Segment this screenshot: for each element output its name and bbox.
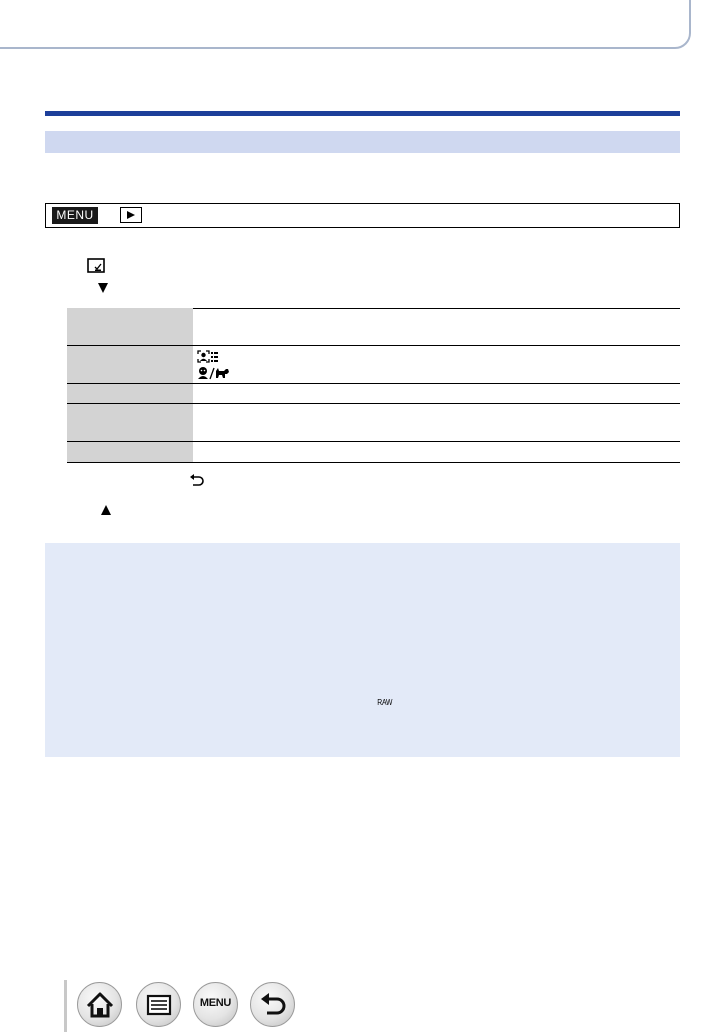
table-row-label-cell — [67, 404, 193, 441]
contents-button[interactable] — [136, 982, 181, 1027]
playback-icon — [120, 207, 142, 223]
return-icon — [189, 474, 205, 488]
notes-box — [45, 543, 680, 757]
table-row-label-cell — [67, 308, 193, 345]
rating-box-icon — [87, 258, 107, 274]
table-row — [67, 404, 680, 442]
table-row-label-cell — [67, 384, 193, 403]
home-button[interactable] — [77, 982, 122, 1027]
baby-pet-icon — [197, 366, 231, 380]
menu-path-box — [45, 203, 680, 228]
table-row — [67, 384, 680, 404]
menu-button[interactable] — [193, 982, 238, 1027]
table-row — [67, 308, 680, 346]
header-frame — [0, 0, 691, 49]
raw-label: RAW — [377, 698, 393, 707]
title-rule — [45, 111, 680, 116]
face-recognition-icon — [197, 350, 219, 364]
back-button[interactable] — [250, 982, 295, 1027]
up-triangle-icon — [100, 504, 112, 516]
down-triangle-icon — [97, 282, 109, 294]
contents-list-icon — [137, 983, 182, 1028]
menu-badge: MENU — [52, 207, 98, 224]
section-heading-band — [45, 131, 680, 153]
table-row — [67, 442, 680, 463]
table-row-label-cell — [67, 346, 193, 383]
menu-icon: MENU — [199, 997, 232, 1009]
back-icon — [251, 983, 296, 1028]
table-row — [67, 346, 680, 384]
table-row-label-cell — [67, 442, 193, 462]
footer-rule — [64, 980, 67, 1032]
home-icon — [78, 983, 123, 1028]
